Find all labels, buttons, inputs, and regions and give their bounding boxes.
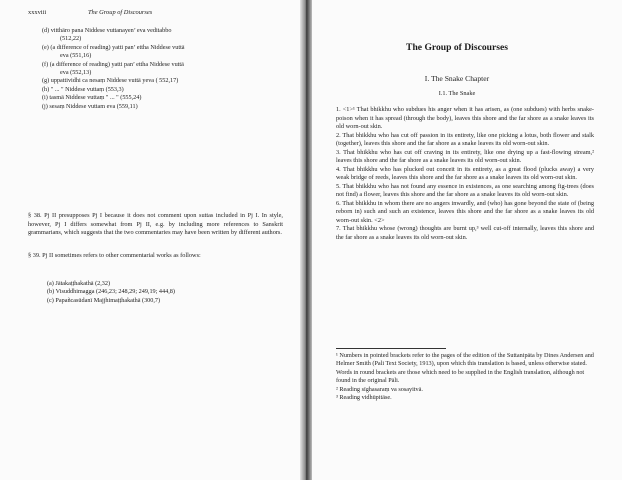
left-page: [0, 0, 300, 480]
list-item: (g) uppattividhi ca nesaṃ Niddese vuttā yeva ( 552,17): [42, 77, 179, 85]
verse: 7. That bhikkhu whose (wrong) thoughts are burnt up,³ well cut-off internally, leaves this shore and the far shore as a snake leaves its old worn-out skin.: [336, 225, 594, 241]
footnote: ² Reading sīghasaraṃ va sosayitvā.: [336, 385, 423, 393]
list-item: (d) vitthāro pana Niddese vuttanayen’ eva veditabbo (512,22): [42, 27, 172, 43]
list-item: (c) Papañcasūdanī Majjhimaṭṭhakathā (300,7): [47, 296, 161, 304]
list-item: (e) (a difference of reading) yatti pan’ ettha Niddese vuttā eva (551,16): [42, 43, 185, 60]
section-heading: I.1. The Snake: [438, 90, 476, 97]
verse: 3. That bhikkhu who has cut off craving in its entirety, like one drying up a fast-flowing stream,² leaves this shore and the far shore as a snake leaves its old worn-out skin.: [336, 148, 594, 164]
running-title: The Group of Discourses: [88, 9, 153, 16]
chapter-heading: I. The Snake Chapter: [424, 74, 490, 83]
footnote: ³ Reading vidhūpitāse.: [336, 394, 392, 402]
list-item: (j) sesaṃ Niddese vuttam eva (559,11): [42, 102, 138, 110]
list-item: (a) Jātakaṭṭhakathā (2,32): [47, 280, 111, 287]
verse: 2. That bhikkhu who has cut off passion in its entirety, like one picking a lotus, both flower and stalk (together), leaves this shore and the far shore as a snake leaves its old worn-out skin.: [336, 131, 594, 147]
list-item: (b) Visuddhimagga (246,23; 248,29; 249,19; 444,8): [47, 288, 175, 296]
footnotes: [336, 352, 594, 402]
page-number: xxxviii: [28, 9, 47, 16]
verse: 6. That bhikkhu in whom there are no angers inwardly, and (who) has gone beyond the state of (being reborn in) such and such an existence, leaves this shore and the far shore as a snake leaves its old worn-out skin. <2>: [336, 199, 594, 224]
list-item: (i) tasmā Niddese vuttaṃ " ... " (555,24): [42, 94, 142, 102]
verse: 5. That bhikkhu who has not found any essence in existences, as one searching among fig-trees (does not find) a flower, leaves this shore and the far shore as a snake leaves its old worn-out skin.: [336, 182, 594, 198]
right-page: [312, 0, 622, 480]
paragraph-39: § 39. Pj II sometimes refers to other commentarial works as follows:: [28, 252, 201, 259]
commentarial-works-list: [47, 280, 277, 305]
footnote: ¹ Numbers in pointed brackets refer to the pages of the edition of the Suttanipāta by Dines Andersen and Helmer Smith (Pali Text Society, 1913), upon which this translation is based, unless otherwise stated. Words in round brackets are those which need to be supplied in the English translation, although not found in the original Pāli.: [336, 352, 594, 385]
list-item: (h) " ... " Niddese vuttaṃ (553,3): [42, 85, 124, 93]
footnote-rule: [336, 348, 446, 349]
verse: 4. That bhikkhu who has plucked out conceit in its entirety, as a great flood (plucks away) a very weak bridge of reeds, leaves this shore and the far shore as a snake leaves its old worn-out skin.: [336, 165, 594, 181]
paragraph-38: § 38. Pj II presupposes Pj I because it does not comment upon suttas included in Pj I. In style, however, Pj I differs somewhat from Pj II, e.g. by including more references to Sanskrit grammarians, which suggests that the two commentaries may have been written by different authors.: [28, 212, 283, 236]
book-title: The Group of Discourses: [406, 42, 508, 53]
list-item: (f) (a difference of reading) yatti pan’ ettha Niddese vuttā eva (552,13): [42, 60, 184, 77]
niddese-reference-list: [42, 27, 287, 111]
verse-list: [336, 106, 594, 242]
book-gutter: [300, 0, 312, 480]
verse: 1. <1>¹ That bhikkhu who subdues his anger when it has arisen, as (one subdues) with herbs snake-poison when it has spread (through the body), leaves this shore and the far shore as a snake leaves its old worn-out skin.: [336, 106, 594, 130]
